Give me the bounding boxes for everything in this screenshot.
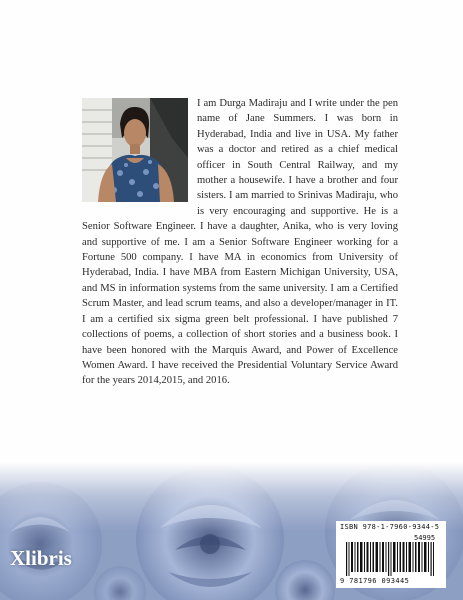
author-bio-section [82, 96, 398, 389]
author-photo [82, 98, 188, 202]
barcode-bars [346, 542, 438, 576]
price-code: 54995 [414, 534, 436, 542]
barcode-number: 9 781796 093445 [340, 577, 410, 585]
barcode-panel [336, 521, 446, 588]
isbn-label: ISBN 978-1-7960-9344-5 [340, 523, 440, 531]
author-bio-text: I am Durga Madiraju and I write under the pen name of Jane Summers. I was born in Hyderabad, India and live in USA. My father was a doctor and retired as a chief medical officer in South Central Railway, and my mother a housewife. I have a brother and four sisters. I am married to Srinivas Madiraju, who is very encouraging and supportive. He is a Senior Software Engineer. I have a daughter, Anika, who is very loving and supportive of me. I am a Senior Software Engineer working for a Fortune 500 company. I have MA in economics from University of Hyderabad, India. I have MBA from Eastern Michigan University, USA, and MS in information systems from the same university. I am a Certified Scrum Master, and lead scrum teams, and also a developer/manager in IT. I am a certified six sigma green belt professional. I have published 7 collections of poems, a collection of short stories and a business book. I have been honored with the Marquis Award, and Power of Excellence Women Award. I have received the Presidential Voluntary Service Award for the years 2014,2015, and 2016. [82, 98, 398, 387]
publisher-logo: Xlibris [10, 546, 72, 570]
author-photo-image [82, 98, 188, 202]
